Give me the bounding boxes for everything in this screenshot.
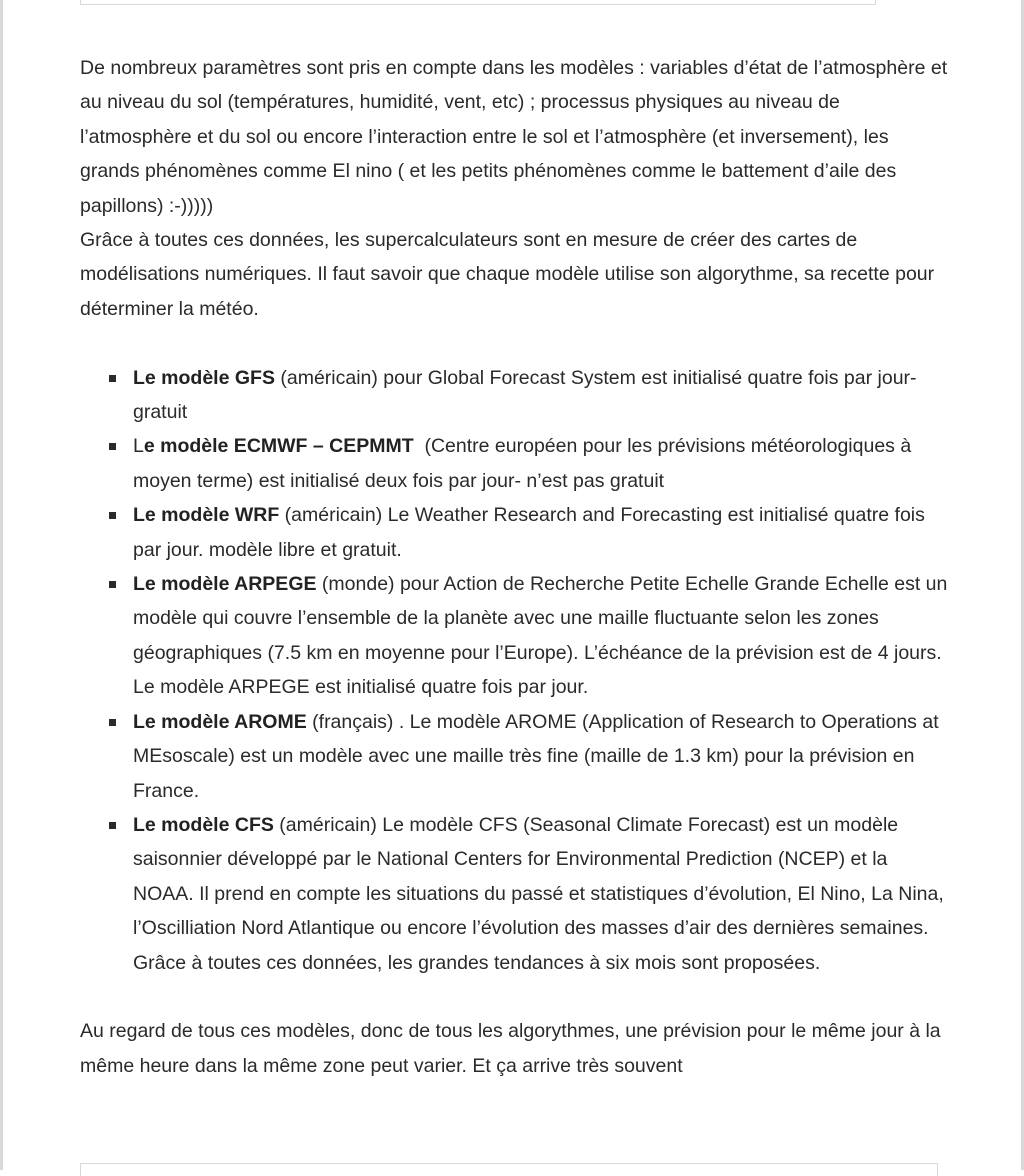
model-description: (monde) pour Action de Recherche Petite Echelle Grande Echelle est un modèle qui couvre l’ensemble de la planète avec une maille fluctuante selon les zones géographiques (7.5 km en moyenne pour l’Europe). L’échéance de la prévision est de 4 jours. Le modèle ARPEGE est initialisé quatre fois par jour. [133, 573, 948, 699]
model-description: (américain) Le modèle CFS (Seasonal Climate Forecast) est un modèle saisonnier développé par le National Centers for Environmental Prediction (NCEP) et la NOAA. Il prend en compte les situations du passé et statistiques d’évolution, El Nino, La Nina, l’Oscilliation Nord Atlantique ou encore l’évolution des masses d’air des dernières semaines. Grâce à toutes ces données, les grandes tendances à six mois sont proposées. [133, 813, 944, 974]
model-description: (américain) Le Weather Research and Forecasting est initialisé quatre fois par jour. modèle libre et gratuit. [133, 504, 925, 561]
list-item-arpege [133, 567, 950, 705]
model-description: (américain) pour Global Forecast System est initialisé quatre fois par jour- gratuit [133, 366, 917, 424]
article-content [80, 51, 950, 1083]
list-item-arome [133, 705, 950, 808]
model-description: (français) . Le modèle AROME (Application of Research to Operations at MEsoscale) est un modèle avec une maille très fine (maille de 1.3 km) pour la prévision en France. [133, 710, 939, 802]
list-item-wrf [133, 498, 950, 567]
list-item-cfs [133, 808, 950, 980]
model-description: (Centre européen pour les prévisions météorologiques à moyen terme) est initialisé deux fois par jour- n’est pas gratuit [133, 435, 917, 492]
models-list [80, 361, 950, 980]
page-left-edge [0, 0, 3, 1170]
model-name: Le modèle ARPEGE [133, 573, 317, 596]
model-name: Le modèle GFS [133, 366, 275, 389]
model-name: Le modèle WRF [133, 504, 280, 527]
model-name: Le modèle AROME [133, 710, 307, 733]
intro-paragraph-2: Grâce à toutes ces données, les supercalculateurs sont en mesure de créer des cartes de modélisations numériques. Il faut savoir que chaque modèle utilise son algorythme, sa recette pour déterminer la météo. [80, 229, 935, 320]
model-name: e modèle ECMWF – CEPMMT [143, 435, 414, 458]
previous-block-border [80, 0, 876, 5]
list-item-gfs [133, 361, 950, 430]
conclusion-paragraph: Au regard de tous ces modèles, donc de tous les algorythmes, une prévision pour le même jour à la même heure dans la même zone peut varier. Et ça arrive très souvent [80, 1020, 941, 1077]
model-name: Le modèle CFS [133, 813, 274, 836]
list-item-ecmwf: Le modèle ECMWF – CEPMMT (Centre européen pour les prévisions météorologiques à moyen terme) est initialisé deux fois par jour- n’est pas gratuit [133, 429, 950, 498]
intro-paragraph-1: De nombreux paramètres sont pris en compte dans les modèles : variables d’état de l’atmosphère et au niveau du sol (températures, humidité, vent, etc) ; processus physiques au niveau de l’atmosphère et du sol ou encore l’interaction entre le sol et l’atmosphère (et inversement), les grands phénomènes comme El nino ( et les petits phénomènes comme le battement d’aile des papillons) :-))))) [80, 57, 948, 217]
